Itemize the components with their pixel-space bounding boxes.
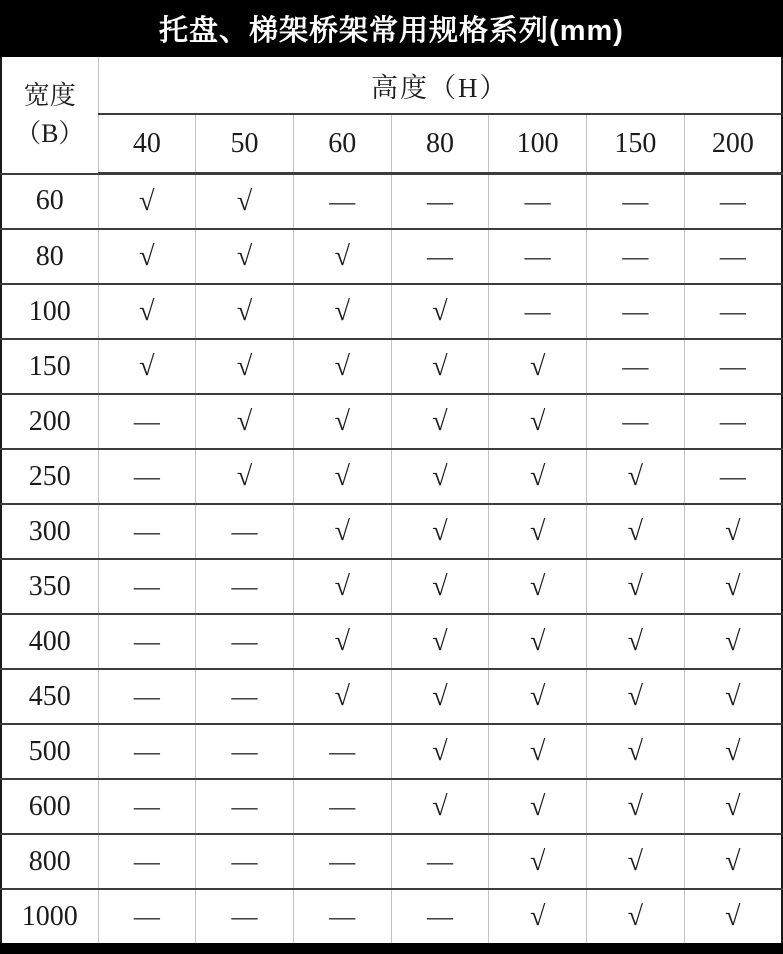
check-cell-600x150: √ bbox=[587, 779, 685, 834]
check-cell-60x40: √ bbox=[98, 174, 196, 230]
check-cell-200x50: √ bbox=[196, 394, 294, 449]
check-cell-600x100: √ bbox=[489, 779, 587, 834]
check-cell-250x50: √ bbox=[196, 449, 294, 504]
dash-cell-600x40: — bbox=[98, 779, 196, 834]
check-cell-500x100: √ bbox=[489, 724, 587, 779]
dash-cell-400x50: — bbox=[196, 614, 294, 669]
check-cell-800x150: √ bbox=[587, 834, 685, 889]
dash-cell-80x100: — bbox=[489, 229, 587, 284]
table-row-400 bbox=[1, 614, 782, 669]
dash-cell-100x100: — bbox=[489, 284, 587, 339]
dash-cell-800x50: — bbox=[196, 834, 294, 889]
check-cell-450x100: √ bbox=[489, 669, 587, 724]
row-width-label-300: 300 bbox=[1, 504, 98, 559]
table-row-350 bbox=[1, 559, 782, 614]
table-title: 托盘、梯架桥架常用规格系列(mm) bbox=[0, 0, 783, 57]
dash-cell-1000x60: — bbox=[293, 889, 391, 943]
check-cell-500x80: √ bbox=[391, 724, 489, 779]
dash-cell-60x150: — bbox=[587, 174, 685, 230]
check-cell-250x150: √ bbox=[587, 449, 685, 504]
check-cell-300x100: √ bbox=[489, 504, 587, 559]
check-cell-250x100: √ bbox=[489, 449, 587, 504]
row-width-label-600: 600 bbox=[1, 779, 98, 834]
height-value-150: 150 bbox=[587, 114, 685, 174]
check-cell-200x100: √ bbox=[489, 394, 587, 449]
row-width-label-350: 350 bbox=[1, 559, 98, 614]
dash-cell-100x150: — bbox=[587, 284, 685, 339]
check-cell-400x100: √ bbox=[489, 614, 587, 669]
check-cell-400x150: √ bbox=[587, 614, 685, 669]
dash-cell-500x40: — bbox=[98, 724, 196, 779]
check-cell-150x40: √ bbox=[98, 339, 196, 394]
dash-cell-60x60: — bbox=[293, 174, 391, 230]
row-width-label-1000: 1000 bbox=[1, 889, 98, 943]
check-cell-1000x100: √ bbox=[489, 889, 587, 943]
dash-cell-600x50: — bbox=[196, 779, 294, 834]
row-width-label-450: 450 bbox=[1, 669, 98, 724]
check-cell-250x80: √ bbox=[391, 449, 489, 504]
check-cell-80x60: √ bbox=[293, 229, 391, 284]
check-cell-1000x200: √ bbox=[684, 889, 782, 943]
check-cell-300x200: √ bbox=[684, 504, 782, 559]
check-cell-500x150: √ bbox=[587, 724, 685, 779]
bottom-bar bbox=[0, 943, 783, 954]
row-width-label-800: 800 bbox=[1, 834, 98, 889]
table-body bbox=[1, 174, 782, 944]
check-cell-350x150: √ bbox=[587, 559, 685, 614]
dash-cell-250x40: — bbox=[98, 449, 196, 504]
dash-cell-300x50: — bbox=[196, 504, 294, 559]
dash-cell-800x60: — bbox=[293, 834, 391, 889]
width-header-line2: （B） bbox=[15, 118, 85, 148]
check-cell-200x60: √ bbox=[293, 394, 391, 449]
table-row-500 bbox=[1, 724, 782, 779]
dash-cell-400x40: — bbox=[98, 614, 196, 669]
dash-cell-80x150: — bbox=[587, 229, 685, 284]
table-row-150 bbox=[1, 339, 782, 394]
check-cell-400x80: √ bbox=[391, 614, 489, 669]
dash-cell-1000x40: — bbox=[98, 889, 196, 943]
height-value-40: 40 bbox=[98, 114, 196, 174]
table-row-250 bbox=[1, 449, 782, 504]
table-row-80 bbox=[1, 229, 782, 284]
dash-cell-60x100: — bbox=[489, 174, 587, 230]
check-cell-600x80: √ bbox=[391, 779, 489, 834]
row-width-label-80: 80 bbox=[1, 229, 98, 284]
dash-cell-600x60: — bbox=[293, 779, 391, 834]
dash-cell-450x50: — bbox=[196, 669, 294, 724]
dash-cell-500x60: — bbox=[293, 724, 391, 779]
dash-cell-1000x50: — bbox=[196, 889, 294, 943]
row-width-label-400: 400 bbox=[1, 614, 98, 669]
check-cell-1000x150: √ bbox=[587, 889, 685, 943]
check-cell-150x60: √ bbox=[293, 339, 391, 394]
check-cell-60x50: √ bbox=[196, 174, 294, 230]
header-group-row bbox=[1, 57, 782, 114]
check-cell-600x200: √ bbox=[684, 779, 782, 834]
check-cell-100x50: √ bbox=[196, 284, 294, 339]
table-row-100 bbox=[1, 284, 782, 339]
check-cell-150x50: √ bbox=[196, 339, 294, 394]
height-value-80: 80 bbox=[391, 114, 489, 174]
dash-cell-350x50: — bbox=[196, 559, 294, 614]
dash-cell-500x50: — bbox=[196, 724, 294, 779]
row-width-label-250: 250 bbox=[1, 449, 98, 504]
dash-cell-100x200: — bbox=[684, 284, 782, 339]
table-row-600 bbox=[1, 779, 782, 834]
height-value-100: 100 bbox=[489, 114, 587, 174]
check-cell-100x40: √ bbox=[98, 284, 196, 339]
check-cell-80x40: √ bbox=[98, 229, 196, 284]
check-cell-400x60: √ bbox=[293, 614, 391, 669]
row-width-label-200: 200 bbox=[1, 394, 98, 449]
check-cell-100x60: √ bbox=[293, 284, 391, 339]
check-cell-300x80: √ bbox=[391, 504, 489, 559]
table-row-60 bbox=[1, 174, 782, 230]
row-width-label-500: 500 bbox=[1, 724, 98, 779]
dash-cell-250x200: — bbox=[684, 449, 782, 504]
height-value-60: 60 bbox=[293, 114, 391, 174]
check-cell-300x60: √ bbox=[293, 504, 391, 559]
height-values-row bbox=[1, 114, 782, 174]
row-width-label-100: 100 bbox=[1, 284, 98, 339]
dash-cell-350x40: — bbox=[98, 559, 196, 614]
dash-cell-300x40: — bbox=[98, 504, 196, 559]
check-cell-200x80: √ bbox=[391, 394, 489, 449]
check-cell-250x60: √ bbox=[293, 449, 391, 504]
check-cell-400x200: √ bbox=[684, 614, 782, 669]
row-width-label-60: 60 bbox=[1, 174, 98, 230]
table-row-300 bbox=[1, 504, 782, 559]
dash-cell-450x40: — bbox=[98, 669, 196, 724]
dash-cell-80x80: — bbox=[391, 229, 489, 284]
dash-cell-800x80: — bbox=[391, 834, 489, 889]
check-cell-350x80: √ bbox=[391, 559, 489, 614]
row-width-label-150: 150 bbox=[1, 339, 98, 394]
table-row-800 bbox=[1, 834, 782, 889]
check-cell-800x200: √ bbox=[684, 834, 782, 889]
check-cell-350x60: √ bbox=[293, 559, 391, 614]
check-cell-300x150: √ bbox=[587, 504, 685, 559]
dash-cell-150x200: — bbox=[684, 339, 782, 394]
check-cell-800x100: √ bbox=[489, 834, 587, 889]
dash-cell-150x150: — bbox=[587, 339, 685, 394]
check-cell-450x200: √ bbox=[684, 669, 782, 724]
table-row-450 bbox=[1, 669, 782, 724]
width-header-cell bbox=[1, 57, 98, 174]
dash-cell-200x200: — bbox=[684, 394, 782, 449]
check-cell-150x100: √ bbox=[489, 339, 587, 394]
height-value-200: 200 bbox=[684, 114, 782, 174]
check-cell-450x150: √ bbox=[587, 669, 685, 724]
check-cell-500x200: √ bbox=[684, 724, 782, 779]
table-row-1000 bbox=[1, 889, 782, 943]
dash-cell-80x200: — bbox=[684, 229, 782, 284]
dash-cell-1000x80: — bbox=[391, 889, 489, 943]
check-cell-450x60: √ bbox=[293, 669, 391, 724]
check-cell-350x100: √ bbox=[489, 559, 587, 614]
dash-cell-60x80: — bbox=[391, 174, 489, 230]
height-value-50: 50 bbox=[196, 114, 294, 174]
check-cell-450x80: √ bbox=[391, 669, 489, 724]
table-row-200 bbox=[1, 394, 782, 449]
spec-table bbox=[0, 57, 783, 943]
check-cell-350x200: √ bbox=[684, 559, 782, 614]
dash-cell-60x200: — bbox=[684, 174, 782, 230]
width-header-line1: 宽度 bbox=[23, 81, 76, 111]
check-cell-100x80: √ bbox=[391, 284, 489, 339]
dash-cell-200x150: — bbox=[587, 394, 685, 449]
height-header-cell: 高度（H） bbox=[98, 57, 782, 114]
check-cell-150x80: √ bbox=[391, 339, 489, 394]
dash-cell-200x40: — bbox=[98, 394, 196, 449]
check-cell-80x50: √ bbox=[196, 229, 294, 284]
dash-cell-800x40: — bbox=[98, 834, 196, 889]
